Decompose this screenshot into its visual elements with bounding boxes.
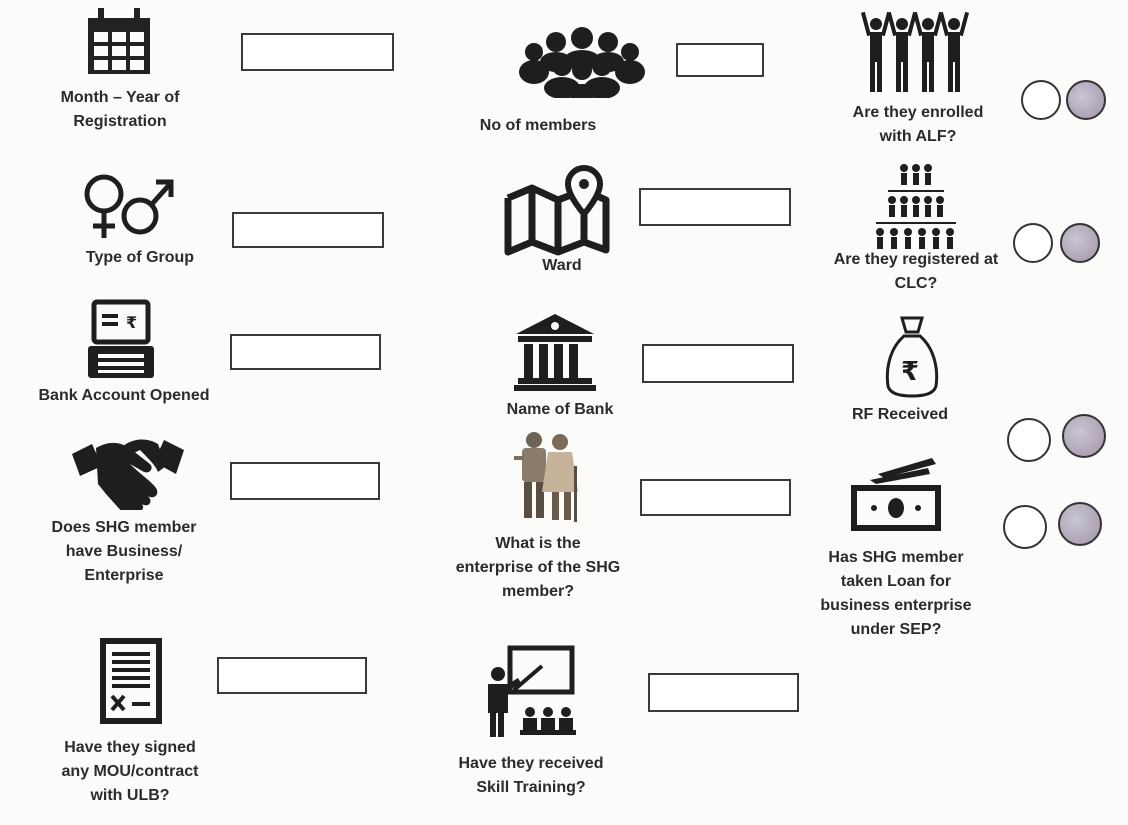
skill-training-label: Have they received Skill Training? [458, 755, 604, 796]
people-raised-hands-icon [860, 8, 980, 98]
map-pin-icon [502, 164, 614, 256]
no-members-label: No of members [479, 117, 597, 134]
svg-text:₹: ₹ [126, 313, 138, 332]
loan-label: Has SHG member taken Loan for business enterprise under SEP? [820, 549, 972, 638]
bank-account-label: Bank Account Opened [38, 387, 210, 404]
svg-text:₹: ₹ [901, 357, 920, 387]
passbook-icon [84, 296, 160, 382]
name-of-bank-field[interactable] [642, 344, 794, 383]
ward-label: Ward [542, 257, 582, 274]
alf-label: Are they enrolled with ALF? [852, 104, 984, 145]
name-of-bank-label: Name of Bank [506, 401, 614, 418]
crowd-icon [512, 24, 652, 98]
cash-note-icon [848, 452, 944, 532]
enterprise-field[interactable] [640, 479, 791, 516]
gender-symbols-icon [78, 166, 178, 246]
mou-field[interactable] [217, 657, 367, 694]
ward-field[interactable] [639, 188, 791, 226]
clc-label: Are they registered at CLC? [833, 251, 999, 292]
rf-yes-circle[interactable] [1007, 418, 1051, 462]
rf-label: RF Received [851, 406, 949, 423]
bank-account-field[interactable] [230, 334, 381, 370]
type-of-group-label: Type of Group [85, 249, 195, 266]
document-icon [98, 636, 164, 726]
rf-no-circle[interactable] [1062, 414, 1106, 458]
loan-yes-circle[interactable] [1003, 505, 1047, 549]
type-of-group-field[interactable] [232, 212, 384, 248]
alf-no-circle[interactable] [1066, 80, 1106, 120]
month-year-field[interactable] [241, 33, 394, 71]
mou-label: Have they signed any MOU/contract with ULB? [61, 739, 199, 804]
handshake-icon [72, 430, 184, 510]
enterprise-label: What is the enterprise of the SHG member? [455, 535, 621, 600]
alf-yes-circle[interactable] [1021, 80, 1061, 120]
clc-yes-circle[interactable] [1013, 223, 1053, 263]
rupee-moneybag-icon [884, 314, 940, 398]
skill-training-field[interactable] [648, 673, 799, 712]
bank-building-icon [512, 310, 598, 392]
month-year-label: Month – Year of Registration [60, 89, 180, 130]
people-pyramid-icon [866, 160, 966, 252]
no-members-field[interactable] [676, 43, 764, 77]
clc-no-circle[interactable] [1060, 223, 1100, 263]
trainer-icon [484, 644, 580, 740]
business-label: Does SHG member have Business/ Enterprise [51, 519, 197, 584]
business-field[interactable] [230, 462, 380, 500]
calendar-icon [82, 4, 156, 78]
loan-no-circle[interactable] [1058, 502, 1102, 546]
workers-icon [508, 426, 586, 526]
